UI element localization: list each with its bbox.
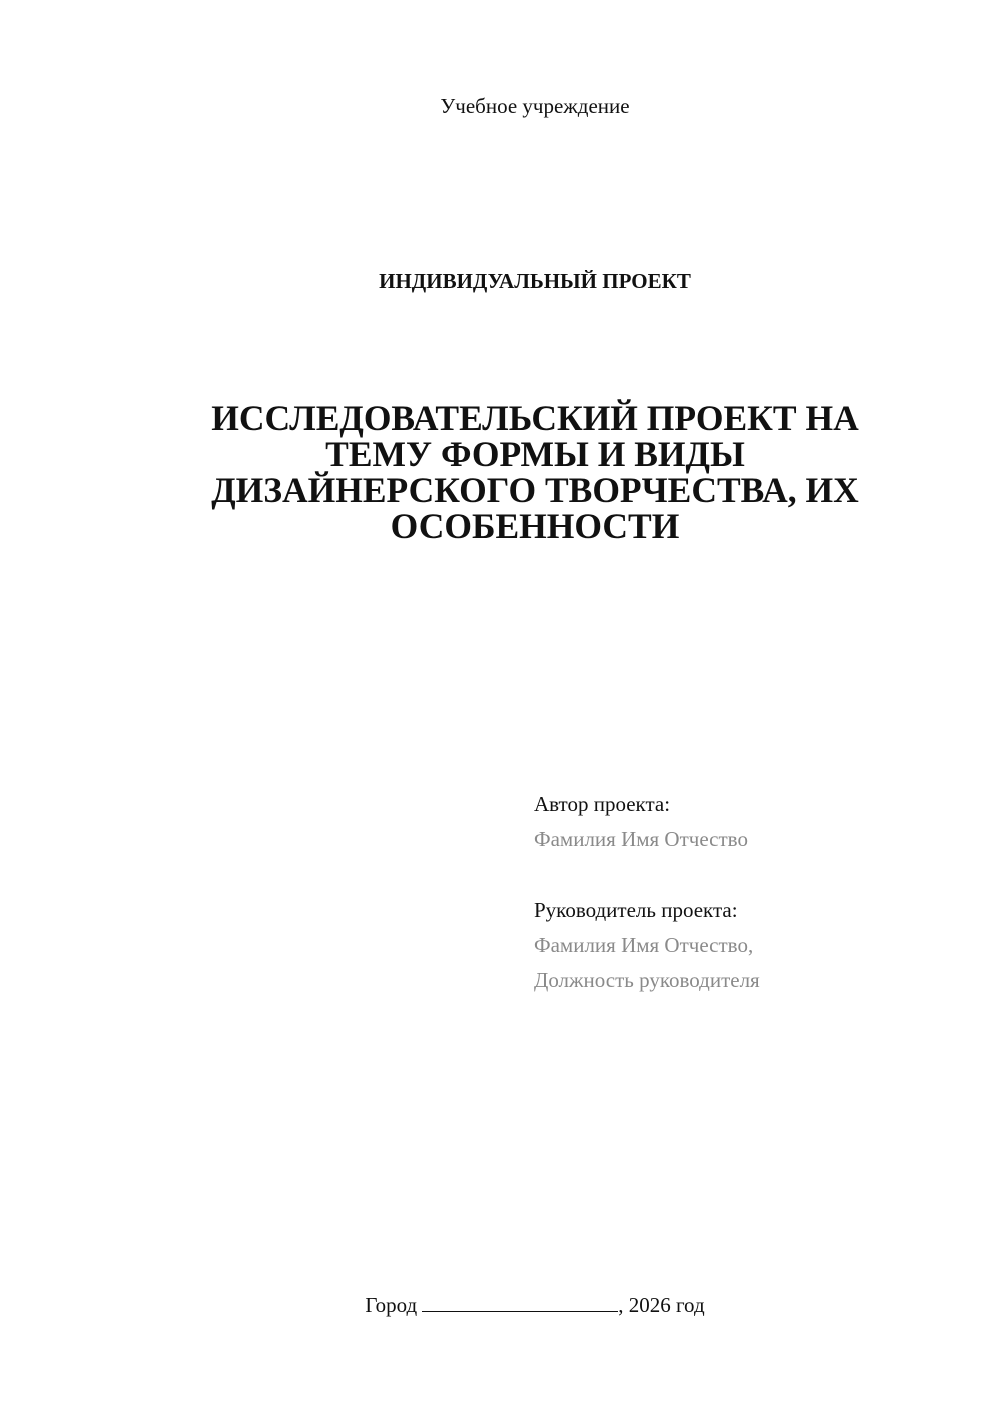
project-title-line: ДИЗАЙНЕРСКОГО ТВОРЧЕСТВА, ИХ xyxy=(211,470,859,510)
author-label: Автор проекта: xyxy=(534,792,671,816)
supervisor-label: Руководитель проекта: xyxy=(534,898,738,922)
project-title-line: ТЕМУ ФОРМЫ И ВИДЫ xyxy=(325,434,745,474)
project-title xyxy=(170,400,900,544)
city-blank-line xyxy=(422,1290,618,1312)
project-title-line: ОСОБЕННОСТИ xyxy=(390,506,680,546)
author-block xyxy=(534,787,974,857)
project-type: ИНДИВИДУАЛЬНЫЙ ПРОЕКТ xyxy=(379,269,691,293)
supervisor-position-placeholder: Должность руководителя xyxy=(534,968,760,992)
supervisor-block xyxy=(534,893,974,998)
institution-name: Учебное учреждение xyxy=(440,94,630,118)
project-title-line: ИССЛЕДОВАТЕЛЬСКИЙ ПРОЕКТ НА xyxy=(211,398,859,438)
footer-city-year xyxy=(0,1290,1000,1320)
supervisor-name-placeholder: Фамилия Имя Отчество, xyxy=(534,933,754,957)
city-label: Город xyxy=(365,1293,418,1317)
year-text: , 2026 год xyxy=(618,1293,705,1317)
author-name-placeholder: Фамилия Имя Отчество xyxy=(534,827,748,851)
